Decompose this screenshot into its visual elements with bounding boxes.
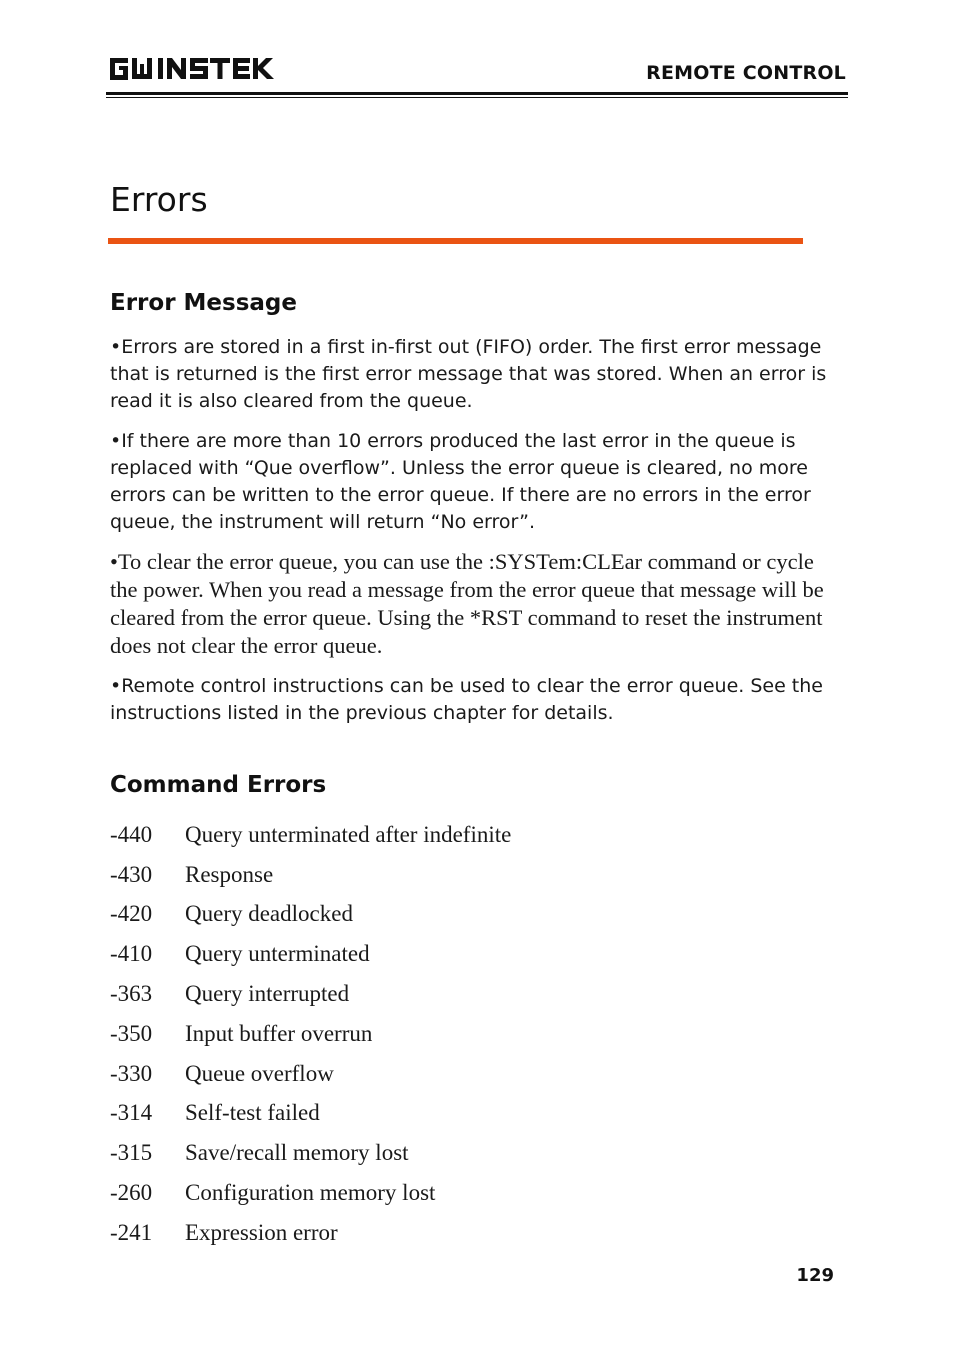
error-description: Query interrupted bbox=[185, 981, 350, 1007]
error-description: Expression error bbox=[185, 1219, 338, 1245]
error-row bbox=[110, 855, 511, 895]
paragraph-overflow: •If there are more than 10 errors produced the last error in the queue is replaced with “Que overflow”. Unless the error queue is cleared, no more errors can be written to the error queue. If there are no errors in the error queue, the instrument will return “No error”. bbox=[110, 430, 811, 533]
paragraph-clear-queue: •To clear the error queue, you can use the :SYSTem:CLEar command or cycle the power. When you read a message from the error queue that message will be cleared from the error queue. Using the *RST command to reset the instrument does not clear the error queue. bbox=[110, 549, 824, 658]
page-title: Errors bbox=[110, 180, 208, 219]
error-code: -330 bbox=[110, 1060, 153, 1086]
command-errors-heading: Command Errors bbox=[110, 772, 327, 798]
error-code: -420 bbox=[110, 901, 153, 927]
error-description: Self-test failed bbox=[185, 1100, 320, 1126]
error-row bbox=[110, 815, 511, 855]
error-message-heading: Error Message bbox=[110, 290, 297, 316]
error-row bbox=[110, 1054, 511, 1094]
error-description: Query deadlocked bbox=[185, 901, 353, 927]
error-code: -410 bbox=[110, 941, 153, 967]
error-row bbox=[110, 1014, 511, 1054]
header-rule-thin bbox=[106, 97, 848, 98]
error-row bbox=[110, 1213, 511, 1253]
error-code: -440 bbox=[110, 821, 153, 847]
title-accent-bar bbox=[108, 238, 803, 244]
gw-instek-logo bbox=[108, 54, 278, 84]
error-code: -314 bbox=[110, 1100, 153, 1126]
section-title: REMOTE CONTROL bbox=[646, 62, 846, 84]
error-description: Query unterminated after indefinite bbox=[185, 821, 512, 847]
error-description: Configuration memory lost bbox=[185, 1180, 436, 1206]
error-row bbox=[110, 974, 511, 1014]
command-error-list bbox=[110, 815, 511, 1253]
error-description: Query unterminated bbox=[185, 941, 370, 967]
paragraph-remote-control: •Remote control instructions can be used to clear the error queue. See the instructions listed in the previous chapter for details. bbox=[110, 675, 823, 724]
error-description: Input buffer overrun bbox=[185, 1020, 373, 1046]
error-row bbox=[110, 1173, 511, 1213]
error-description: Response bbox=[185, 861, 274, 887]
error-code: -430 bbox=[110, 861, 153, 887]
error-description: Save/recall memory lost bbox=[185, 1140, 409, 1166]
error-row bbox=[110, 934, 511, 974]
error-code: -350 bbox=[110, 1020, 153, 1046]
error-description: Queue overflow bbox=[185, 1060, 334, 1086]
page-number: 129 bbox=[796, 1265, 834, 1286]
error-row bbox=[110, 1133, 511, 1173]
error-code: -260 bbox=[110, 1180, 153, 1206]
error-code: -363 bbox=[110, 981, 153, 1007]
error-row bbox=[110, 1094, 511, 1134]
error-code: -241 bbox=[110, 1219, 153, 1245]
error-code: -315 bbox=[110, 1140, 153, 1166]
paragraph-fifo: •Errors are stored in a first in-first out (FIFO) order. The first error message that is returned is the first error message that was stored. When an error is read it is also cleared from the queue. bbox=[110, 336, 827, 412]
error-row bbox=[110, 895, 511, 935]
header-rule bbox=[106, 92, 848, 95]
